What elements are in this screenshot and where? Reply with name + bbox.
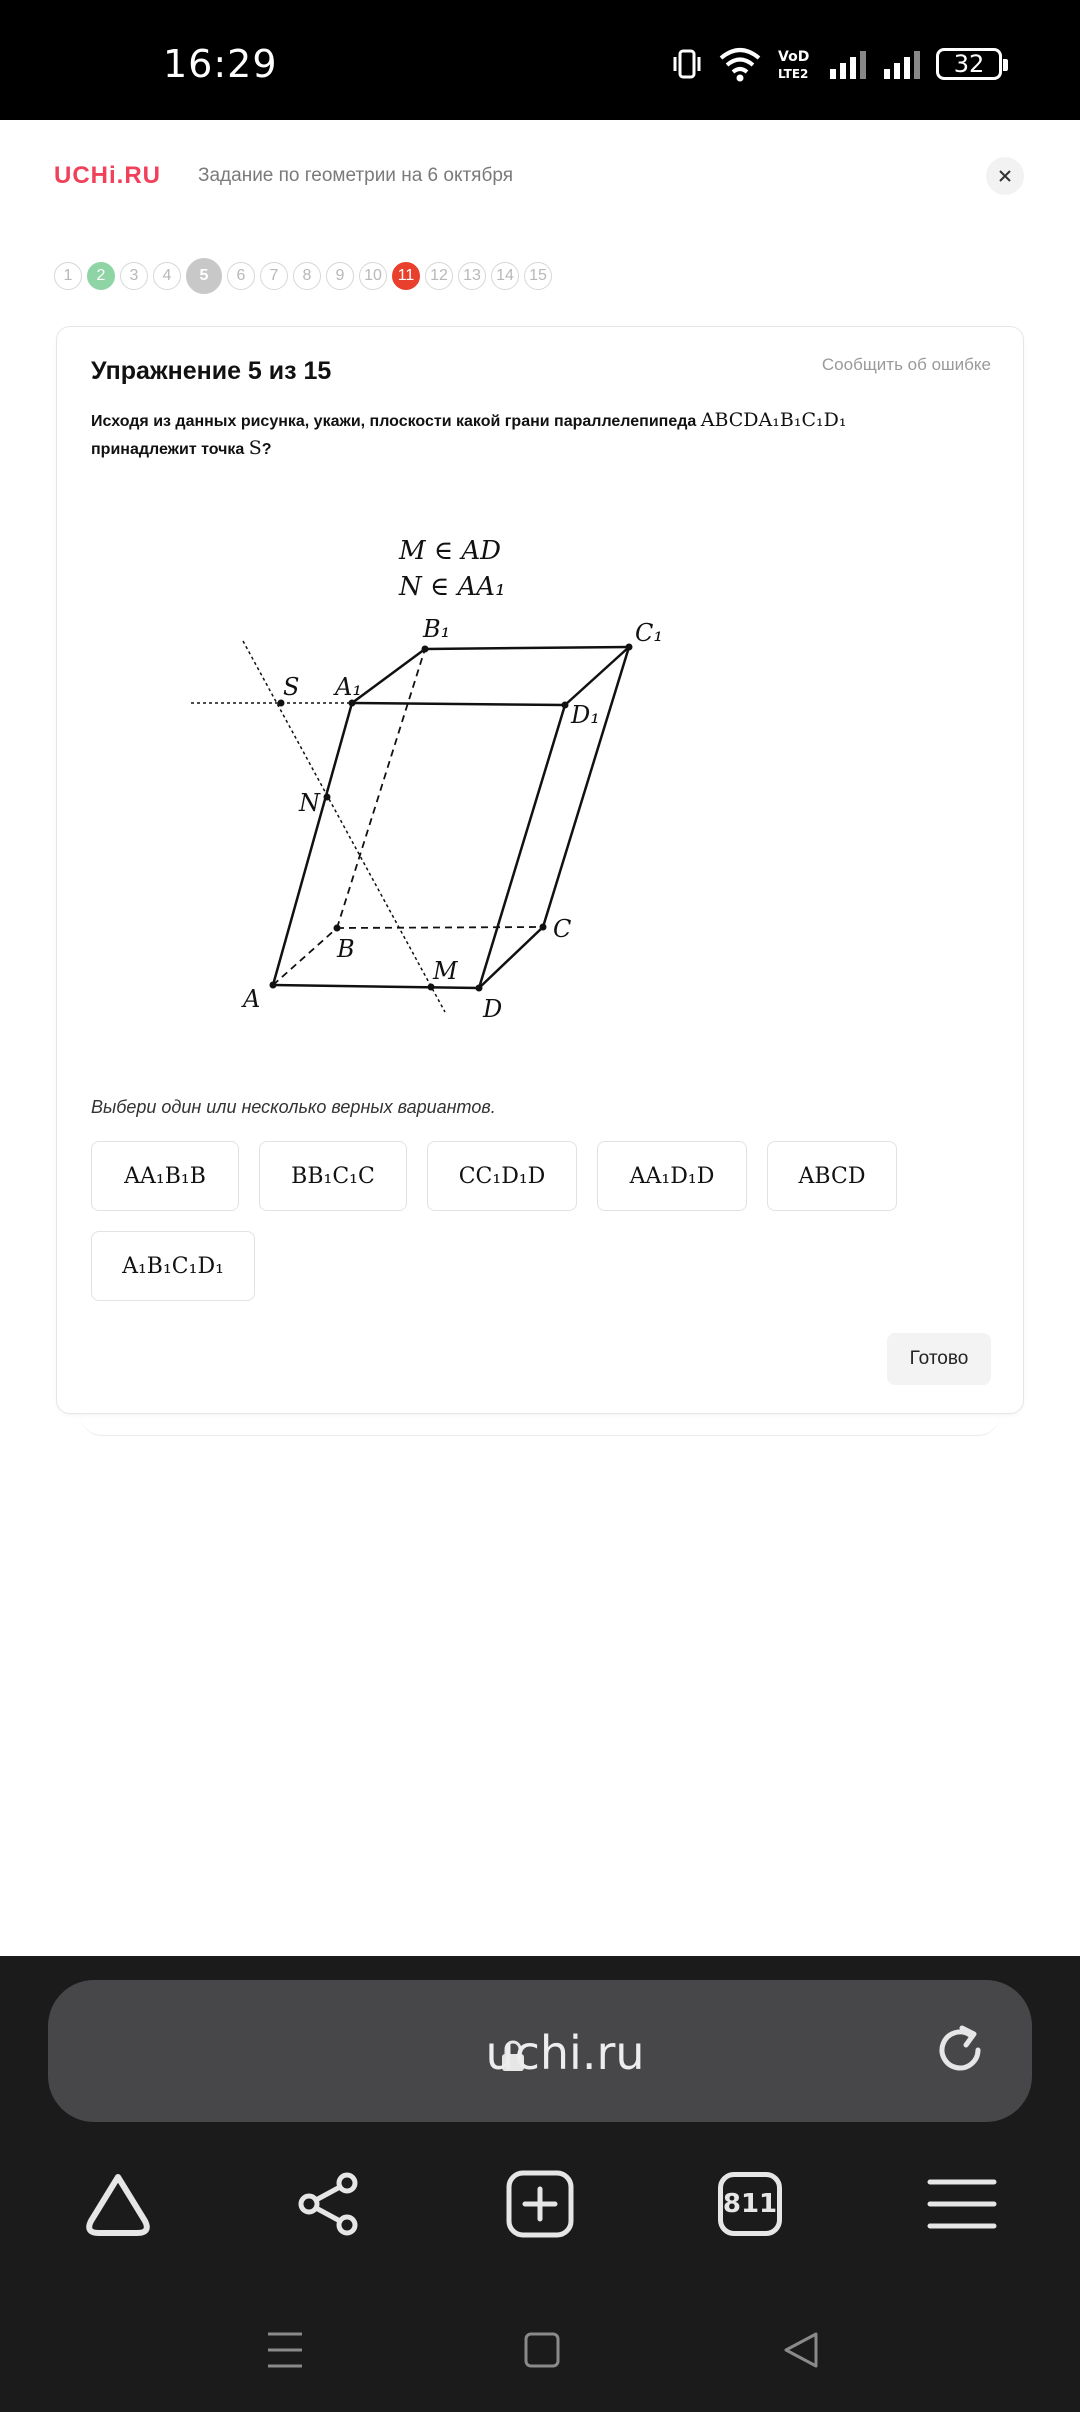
progress-step-9[interactable]: 9 bbox=[326, 262, 354, 290]
question-end: ? bbox=[261, 441, 272, 458]
close-icon bbox=[997, 168, 1013, 184]
question-text bbox=[91, 407, 971, 463]
option-aa1d1d[interactable] bbox=[597, 1141, 747, 1211]
tabs-count: 811 bbox=[718, 2172, 782, 2236]
option-cc1d1d[interactable] bbox=[427, 1141, 577, 1211]
menu-button[interactable] bbox=[922, 2164, 1002, 2244]
menu-icon bbox=[926, 2176, 998, 2232]
page-title: Задание по геометрии на 6 октября bbox=[198, 165, 513, 186]
svg-text:LTE2: LTE2 bbox=[778, 67, 809, 81]
label-a: A bbox=[243, 985, 261, 1013]
option-label: ABCD bbox=[798, 1163, 866, 1189]
point-b1 bbox=[422, 646, 429, 653]
battery-indicator: 32 bbox=[936, 48, 1002, 80]
option-abcd[interactable] bbox=[767, 1141, 897, 1211]
progress-step-8[interactable]: 8 bbox=[293, 262, 321, 290]
card-stack-shadow bbox=[80, 1414, 1000, 1436]
wifi-icon bbox=[718, 46, 762, 82]
label-n: N bbox=[299, 789, 320, 817]
signal-icon-2 bbox=[882, 47, 922, 81]
back-icon[interactable] bbox=[782, 2330, 820, 2370]
label-m: M bbox=[433, 957, 458, 985]
parallelepiped-figure bbox=[119, 497, 679, 1057]
svg-text:VoD: VoD bbox=[778, 49, 810, 65]
address-bar[interactable] bbox=[48, 1980, 1032, 2122]
recent-apps-icon[interactable] bbox=[266, 2330, 304, 2370]
edge-b-c bbox=[337, 927, 543, 928]
progress-step-15[interactable]: 15 bbox=[524, 262, 552, 290]
edge-a1-d1 bbox=[352, 703, 565, 705]
progress-step-11[interactable]: 11 bbox=[392, 262, 420, 290]
option-aa1b1b[interactable] bbox=[91, 1141, 239, 1211]
progress-step-3[interactable]: 3 bbox=[120, 262, 148, 290]
label-b1: B₁ bbox=[423, 615, 451, 643]
option-label: BB₁C₁C bbox=[291, 1163, 375, 1189]
vibrate-icon bbox=[670, 47, 704, 81]
progress-step-14[interactable]: 14 bbox=[491, 262, 519, 290]
question-prefix: Исходя из данных рисунка, укажи, плоскости какой грани параллелепипеда bbox=[91, 413, 697, 430]
option-label: AA₁D₁D bbox=[629, 1163, 715, 1189]
question-figure: ABCDA₁B₁C₁D₁ bbox=[700, 409, 847, 431]
point-c1 bbox=[626, 644, 633, 651]
edge-a1-b1 bbox=[352, 649, 425, 703]
label-s: S bbox=[283, 673, 300, 701]
option-label: A₁B₁C₁D₁ bbox=[122, 1253, 224, 1279]
point-b bbox=[334, 925, 341, 932]
progress-step-4[interactable]: 4 bbox=[153, 262, 181, 290]
answer-hint: Выбери один или несколько верных вариантов. bbox=[91, 1097, 496, 1117]
tabs-button[interactable] bbox=[710, 2164, 790, 2244]
label-a1: A₁ bbox=[335, 673, 362, 701]
point-d bbox=[476, 985, 483, 992]
option-label: CC₁D₁D bbox=[458, 1163, 546, 1189]
url-text bbox=[48, 2026, 1032, 2080]
new-tab-button[interactable] bbox=[500, 2164, 580, 2244]
browser-bottom-bar bbox=[0, 1956, 1080, 2412]
done-button[interactable]: Готово bbox=[887, 1333, 991, 1385]
progress-step-10[interactable]: 10 bbox=[359, 262, 387, 290]
option-label: AA₁B₁B bbox=[124, 1163, 206, 1189]
exercise-progress bbox=[54, 258, 552, 294]
browser-toolbar bbox=[0, 2164, 1080, 2260]
progress-step-12[interactable]: 12 bbox=[425, 262, 453, 290]
status-time: 16:29 bbox=[163, 42, 278, 86]
label-b: B bbox=[337, 935, 355, 963]
question-mid: принадлежит точка bbox=[91, 441, 245, 458]
option-a1b1c1d1[interactable] bbox=[91, 1231, 255, 1301]
status-icons bbox=[670, 44, 1002, 84]
volte-icon bbox=[776, 46, 814, 82]
question-point: S bbox=[248, 437, 262, 459]
progress-step-7[interactable]: 7 bbox=[260, 262, 288, 290]
system-nav-bar bbox=[0, 2310, 1080, 2390]
exercise-card bbox=[56, 326, 1024, 1414]
report-error-link[interactable]: Сообщить об ошибке bbox=[821, 355, 991, 374]
home-icon[interactable] bbox=[524, 2330, 560, 2370]
progress-step-1[interactable]: 1 bbox=[54, 262, 82, 290]
edge-c-c1 bbox=[543, 647, 629, 927]
progress-step-6[interactable]: 6 bbox=[227, 262, 255, 290]
status-bar bbox=[0, 0, 1080, 120]
alice-button[interactable] bbox=[78, 2164, 158, 2244]
exercise-title: Упражнение 5 из 15 bbox=[91, 357, 332, 385]
point-c bbox=[540, 924, 547, 931]
url-label: uchi.ru bbox=[485, 2026, 645, 2080]
alice-icon bbox=[81, 2171, 155, 2237]
close-button[interactable] bbox=[986, 157, 1024, 195]
label-c1: C₁ bbox=[635, 619, 663, 647]
share-button[interactable] bbox=[288, 2164, 368, 2244]
label-c: C bbox=[553, 915, 572, 943]
point-a bbox=[270, 982, 277, 989]
edge-b1-c1 bbox=[425, 647, 629, 649]
progress-step-5[interactable]: 5 bbox=[186, 258, 222, 294]
point-n bbox=[324, 794, 331, 801]
given-m: M ∈ AD bbox=[399, 536, 502, 566]
point-d1 bbox=[562, 702, 569, 709]
edge-a-d bbox=[273, 985, 479, 988]
given-n: N ∈ AA₁ bbox=[399, 572, 506, 602]
share-icon bbox=[293, 2169, 363, 2239]
label-d1: D₁ bbox=[571, 701, 600, 729]
add-tab-icon bbox=[505, 2169, 575, 2239]
option-bb1c1c[interactable] bbox=[259, 1141, 407, 1211]
progress-step-13[interactable]: 13 bbox=[458, 262, 486, 290]
app-header bbox=[0, 120, 1080, 240]
progress-step-2[interactable]: 2 bbox=[87, 262, 115, 290]
reload-icon[interactable] bbox=[930, 2020, 990, 2080]
uchi-logo[interactable]: UCHi.RU bbox=[54, 162, 161, 189]
label-d: D bbox=[483, 995, 503, 1023]
signal-icon bbox=[828, 47, 868, 81]
edge-a-b bbox=[273, 928, 337, 985]
